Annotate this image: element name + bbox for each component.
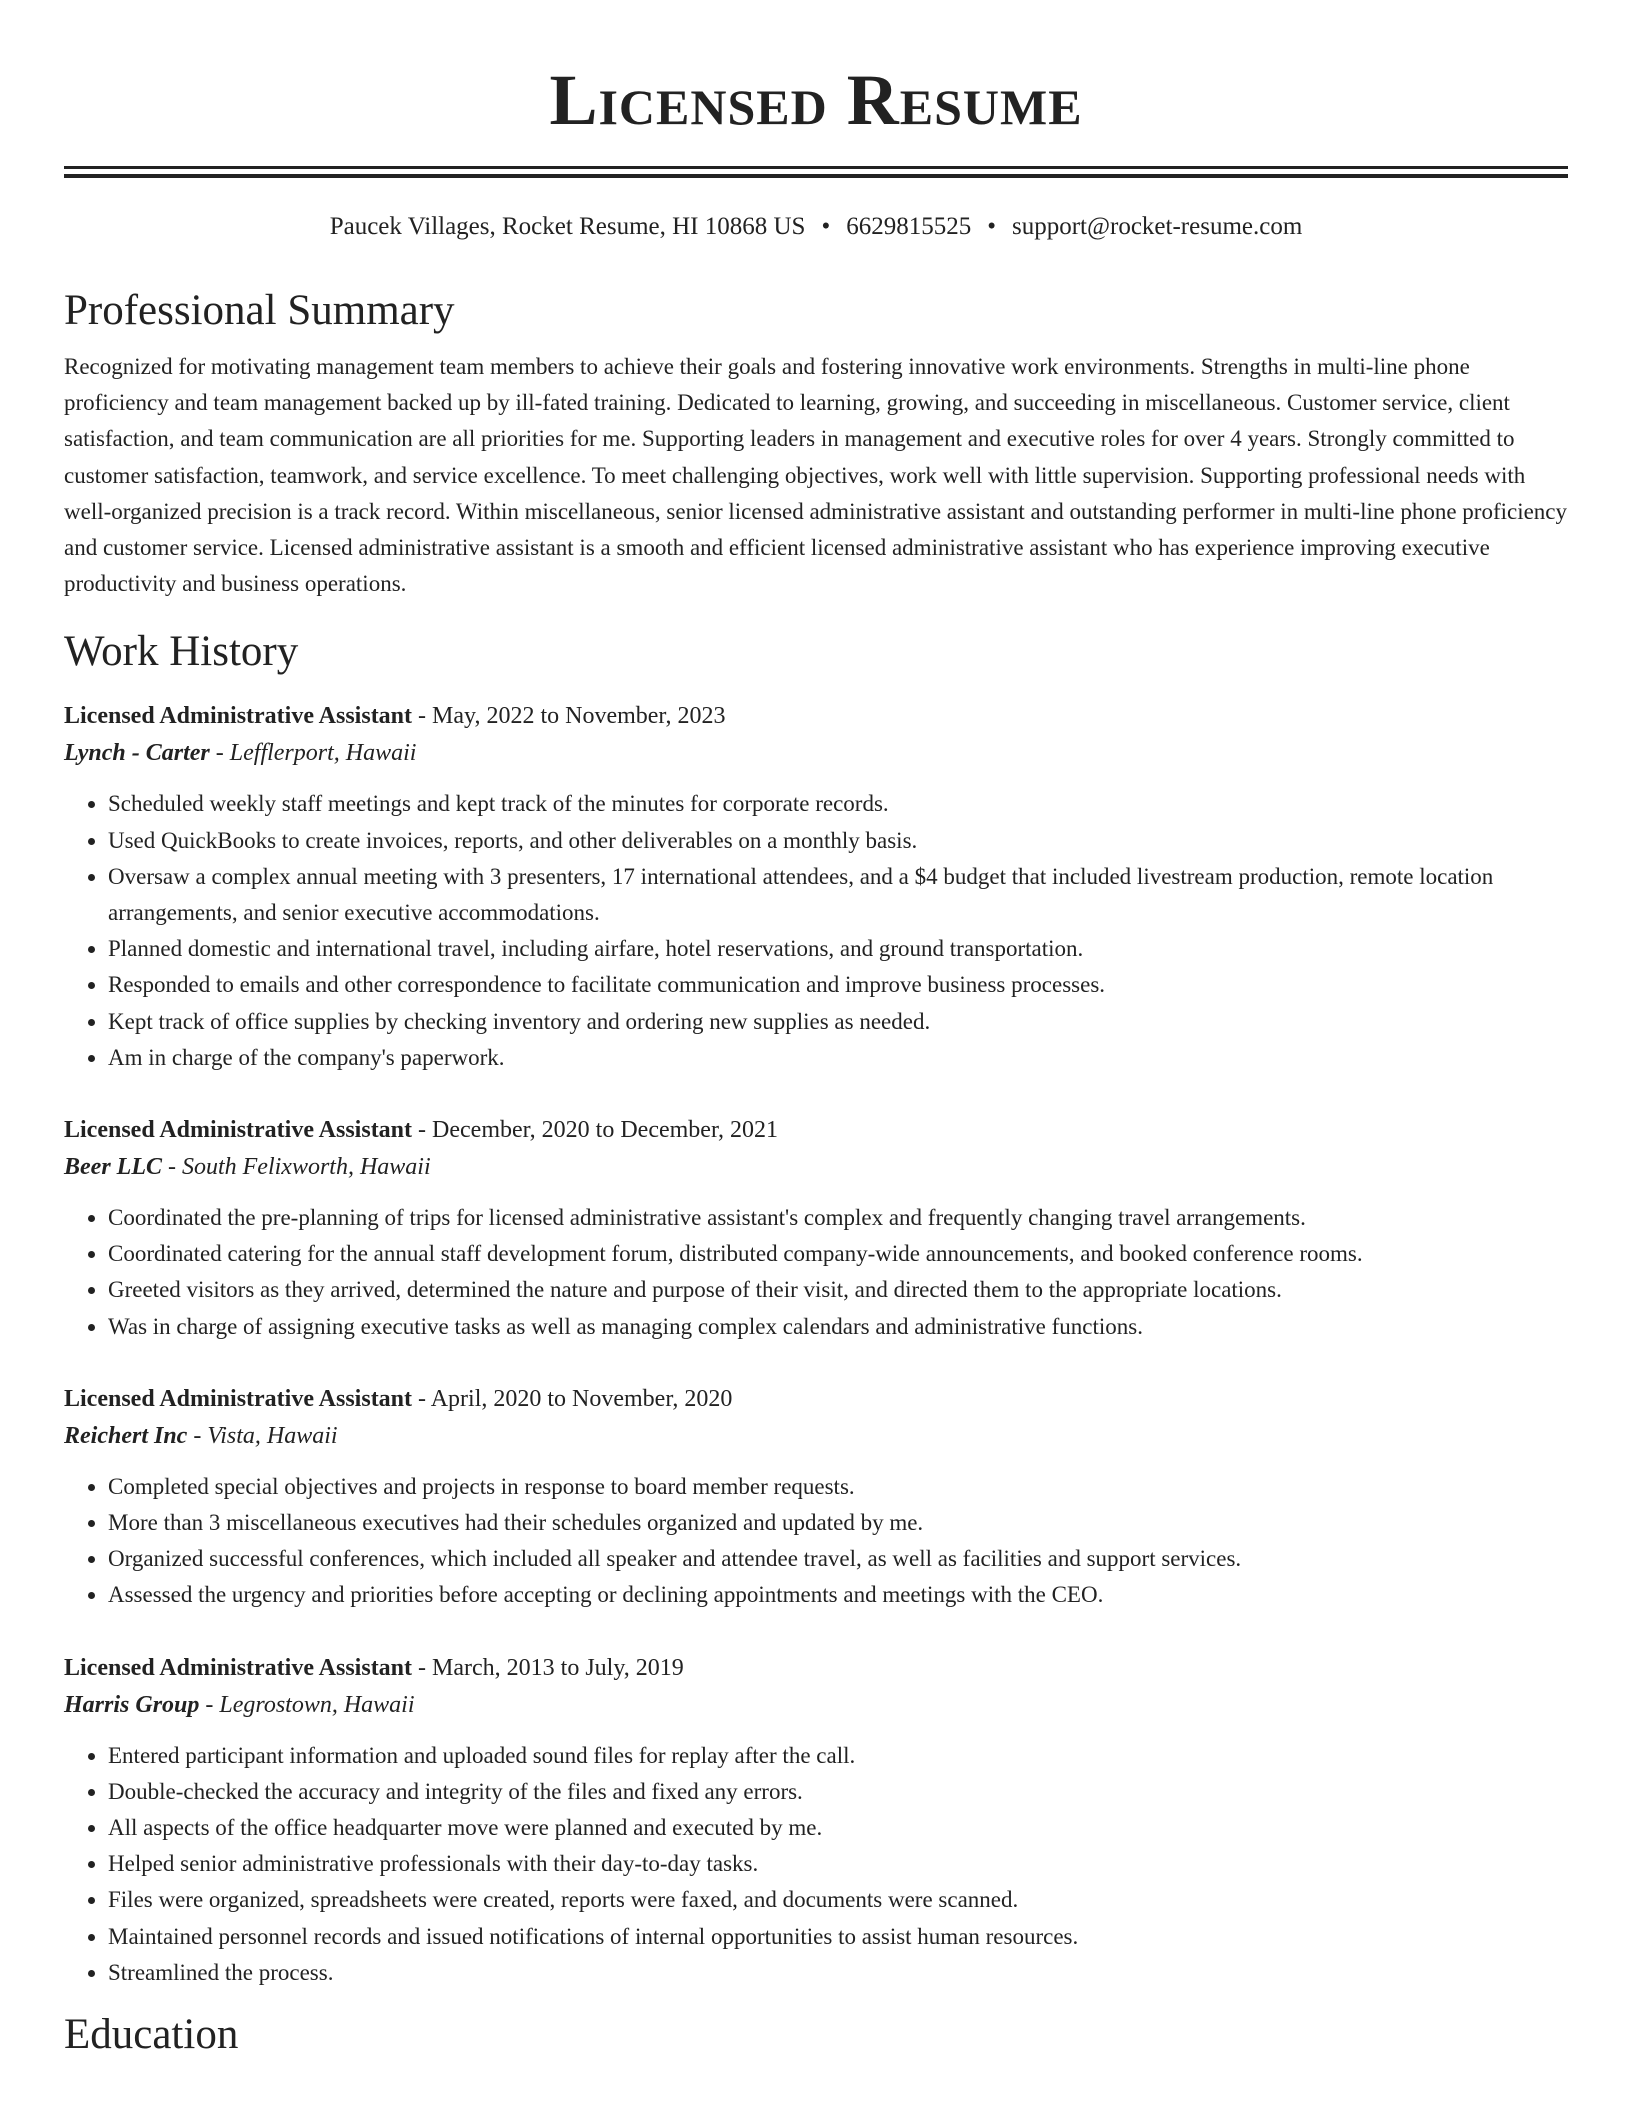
job-title-line xyxy=(64,1112,1568,1148)
job-duty-item: • Responded to emails and other correspondence to facilitate communication and improve business processes. xyxy=(108,967,1568,1003)
contact-line xyxy=(64,211,1568,243)
job-duty-item: • Files were organized, spreadsheets were created, reports were faxed, and documents were scanned. xyxy=(108,1882,1568,1918)
education-heading: Education xyxy=(64,2011,239,2059)
job-duties-list xyxy=(64,1200,1568,1345)
job-duty-item: • Assessed the urgency and priorities before accepting or declining appointments and meetings with the CEO. xyxy=(108,1577,1568,1613)
contact-phone: 6629815525 xyxy=(846,213,972,240)
job-role: Licensed Administrative Assistant xyxy=(64,703,413,730)
job-duty-item: • Maintained personnel records and issued notifications of internal opportunities to assist human resources. xyxy=(108,1919,1568,1955)
job-duty-item: • Completed special objectives and projects in response to board member requests. xyxy=(108,1469,1568,1505)
company-line xyxy=(64,1148,1568,1186)
summary-heading: Professional Summary xyxy=(64,287,455,334)
job-role: Licensed Administrative Assistant xyxy=(64,1654,413,1681)
job-entry xyxy=(64,698,1568,1076)
contact-email: support@rocket-resume.com xyxy=(1011,213,1303,240)
job-duty-item: • Streamlined the process. xyxy=(108,1955,1568,1991)
job-dates: - May, 2022 to November, 2023 xyxy=(412,703,726,730)
job-duty-item: • Am in charge of the company's paperwork. xyxy=(108,1040,1568,1076)
job-duty-item: • Coordinated catering for the annual staff development forum, distributed company-wide announcements, and booked conference rooms. xyxy=(108,1236,1568,1272)
job-duty-item: • Organized successful conferences, which included all speaker and attendee travel, as well as facilities and support services. xyxy=(108,1541,1568,1577)
job-duty-item: • Coordinated the pre-planning of trips for licensed administrative assistant's complex and frequently changing travel arrangements. xyxy=(108,1200,1568,1236)
header-rule xyxy=(64,166,1568,178)
job-duty-item: • Scheduled weekly staff meetings and kept track of the minutes for corporate records. xyxy=(108,786,1568,822)
job-duty-item: • Entered participant information and uploaded sound files for replay after the call. xyxy=(108,1738,1568,1774)
job-duty-item: • Oversaw a complex annual meeting with 3 presenters, 17 international attendees, and a $4 budget that included livestream production, remote location arrangements, and senior executive accommodations. xyxy=(108,859,1568,931)
summary-text: Recognized for motivating management team members to achieve their goals and fostering innovative work environments. Strengths in multi-line phone proficiency and team management backed up by ill-fated training. Dedicated to learning, growing, and succeeding in miscellaneous. Customer service, client satisfaction, and team communication are all priorities for me. Supporting leaders in management and executive roles for over 4 years. Strongly committed to customer satisfaction, teamwork, and service excellence. To meet challenging objectives, work well with little supervision. Supporting professional needs with well-organized precision is a track record. Within miscellaneous, senior licensed administrative assistant and outstanding performer in multi-line phone proficiency and customer service. Licensed administrative assistant is a smooth and efficient licensed administrative assistant who has experience improving executive productivity and business operations. xyxy=(64,354,1568,597)
company-location: - Vista, Hawaii xyxy=(187,1422,338,1449)
job-duties-list xyxy=(64,786,1568,1076)
job-duty-item: • All aspects of the office headquarter move were planned and executed by me. xyxy=(108,1810,1568,1846)
job-role: Licensed Administrative Assistant xyxy=(64,1117,413,1144)
job-duties-list xyxy=(64,1738,1568,1991)
contact-separator: • xyxy=(987,213,996,240)
work-history-heading: Work History xyxy=(64,628,299,676)
job-dates: - April, 2020 to November, 2020 xyxy=(412,1385,733,1412)
job-duty-item: • Double-checked the accuracy and integrity of the files and fixed any errors. xyxy=(108,1774,1568,1810)
job-role: Licensed Administrative Assistant xyxy=(64,1385,413,1412)
company-line xyxy=(64,1686,1568,1724)
resume-name: Licensed Resume xyxy=(549,60,1083,140)
job-entry xyxy=(64,1381,1568,1614)
company-name: Harris Group xyxy=(64,1691,200,1718)
job-duty-item: • Greeted visitors as they arrived, determined the nature and purpose of their visit, and directed them to the appropriate locations. xyxy=(108,1272,1568,1308)
company-line xyxy=(64,1417,1568,1455)
job-title-line xyxy=(64,1381,1568,1417)
company-location: - Lefflerport, Hawaii xyxy=(209,740,417,767)
job-duty-item: • Planned domestic and international travel, including airfare, hotel reservations, and ground transportation. xyxy=(108,931,1568,967)
job-dates: - March, 2013 to July, 2019 xyxy=(412,1654,684,1681)
job-duty-item: • Used QuickBooks to create invoices, reports, and other deliverables on a monthly basis. xyxy=(108,823,1568,859)
job-entry xyxy=(64,1650,1568,1991)
job-duty-item: • Kept track of office supplies by checking inventory and ordering new supplies as needed. xyxy=(108,1004,1568,1040)
company-location: - Legrostown, Hawaii xyxy=(199,1691,415,1718)
job-duty-item: • Helped senior administrative professionals with their day-to-day tasks. xyxy=(108,1846,1568,1882)
job-title-line xyxy=(64,698,1568,734)
contact-separator: • xyxy=(821,213,831,240)
job-duties-list xyxy=(64,1469,1568,1614)
company-name: Reichert Inc xyxy=(64,1422,188,1449)
job-entry xyxy=(64,1112,1568,1345)
job-duty-item: • More than 3 miscellaneous executives had their schedules organized and updated by me. xyxy=(108,1505,1568,1541)
company-name: Beer LLC xyxy=(64,1154,162,1181)
job-title-line xyxy=(64,1650,1568,1686)
company-location: - South Felixworth, Hawaii xyxy=(161,1154,431,1181)
company-name: Lynch - Carter xyxy=(64,740,210,767)
company-line xyxy=(64,734,1568,772)
job-dates: - December, 2020 to December, 2021 xyxy=(412,1117,778,1144)
job-duty-item: • Was in charge of assigning executive tasks as well as managing complex calendars and administrative functions. xyxy=(108,1309,1568,1345)
work-history-list xyxy=(64,698,1568,1991)
contact-address: Paucek Villages, Rocket Resume, HI 10868 US xyxy=(329,213,806,240)
